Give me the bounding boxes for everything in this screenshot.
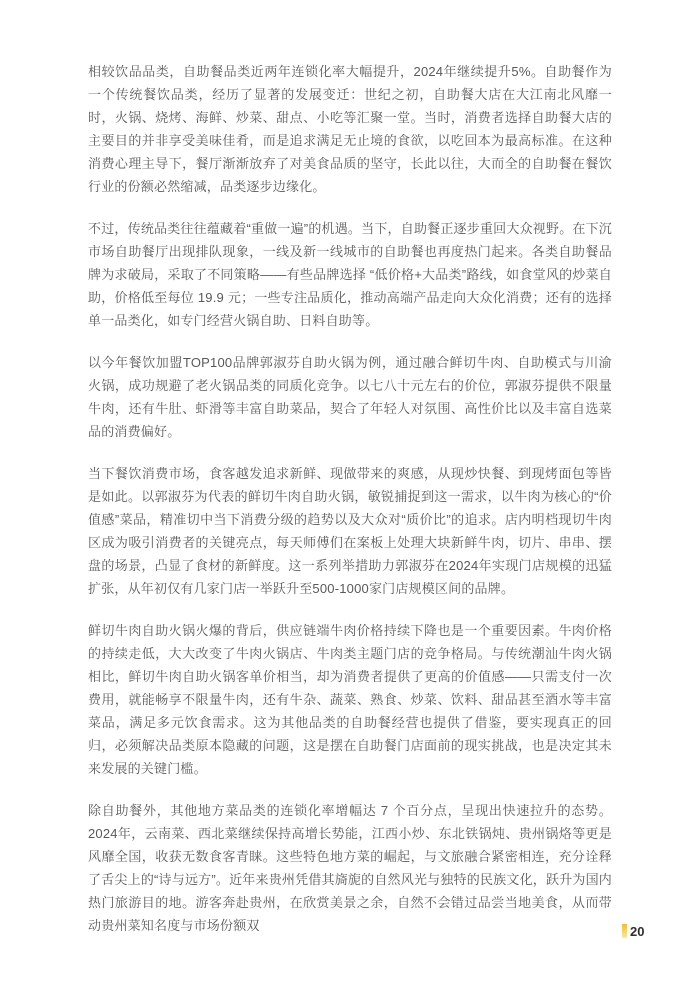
page-footer	[622, 923, 644, 939]
page-number-marker-icon	[622, 924, 627, 938]
paragraph-3: 以今年餐饮加盟TOP100品牌郭淑芬自助火锅为例，通过融合鲜切牛肉、自助模式与川渝火锅，成功规避了老火锅品类的同质化竞争。以七八十元左右的价位，郭淑芬提供不限量牛肉，还有牛肚、虾滑等丰富自助菜品，契合了年轻人对氛围、高性价比以及丰富自选菜品的消费偏好。	[88, 355, 612, 439]
document-body	[88, 60, 612, 956]
paragraph-2: 不过，传统品类往往蕴藏着“重做一遍”的机遇。当下，自助餐正逐步重回大众视野。在下沉市场自助餐厅出现排队现象，一线及新一线城市的自助餐也再度热门起来。各类自助餐品牌为求破局，采取了不同策略——有些品牌选择 “低价格+大品类”路线，如食堂风的炒菜自助，价格低至每位 19.9 元；一些专注品质化，推动高端产品走向大众化消费；还有的选择单一品类化，如专门经营火锅自助、日料自助等。	[88, 221, 612, 328]
paragraph-1: 相较饮品品类，自助餐品类近两年连锁化率大幅提升，2024年继续提升5%。自助餐作为一个传统餐饮品类，经历了显著的发展变迁：世纪之初，自助餐大店在大江南北风靡一时，火锅、烧烤、海鲜、炒菜、甜点、小吃等汇聚一堂。当时，消费者选择自助餐大店的主要目的并非享受美味佳肴，而是追求满足无止境的食欲，以吃回本为最高标准。在这种消费心理主导下，餐厅渐渐放弃了对美食品质的坚守，长此以往，大而全的自助餐在餐饮行业的份额必然缩减，品类逐步边缘化。	[88, 64, 612, 194]
page-number: 20	[630, 923, 645, 939]
paragraph-4: 当下餐饮消费市场，食客越发追求新鲜、现做带来的爽感，从现炒快餐、到现烤面包等皆是如此。以郭淑芬为代表的鲜切牛肉自助火锅，敏锐捕捉到这一需求，以牛肉为核心的“价值感”菜品，精准切中当下消费分级的趋势以及大众对“质价比”的追求。店内明档现切牛肉区成为吸引消费者的关键亮点，每天师傅们在案板上处理大块新鲜牛肉，切片、串串、摆盘的场景，凸显了食材的新鲜度。这一系列举措助力郭淑芬在2024年实现门店规模的迅猛扩张，从年初仅有几家门店一举跃升至500-1000家门店规模区间的品牌。	[88, 466, 612, 596]
paragraph-6: 除自助餐外，其他地方菜品类的连锁化率增幅达 7 个百分点，呈现出快速拉升的态势。2024年，云南菜、西北菜继续保持高增长势能，江西小炒、东北铁锅炖、贵州锅烙等更是风靡全国，收获无数食客青睐。这些特色地方菜的崛起，与文旅融合紧密相连，充分诠释了舌尖上的“诗与远方”。近年来贵州凭借其旖旎的自然风光与独特的民族文化，跃升为国内热门旅游目的地。游客奔赴贵州，在欣赏美景之余，自然不会错过品尝当地美食，从而带动贵州菜知名度与市场份额双	[88, 803, 612, 933]
paragraph-5: 鲜切牛肉自助火锅火爆的背后，供应链端牛肉价格持续下降也是一个重要因素。牛肉价格的持续走低，大大改变了牛肉火锅店、牛肉类主题门店的竞争格局。与传统潮汕牛肉火锅相比，鲜切牛肉自助火锅客单价相当，却为消费者提供了更高的价值感——只需支付一次费用，就能畅享不限量牛肉，还有牛杂、蔬菜、熟食、炒菜、饮料、甜品甚至酒水等丰富菜品，满足多元饮食需求。这为其他品类的自助餐经营也提供了借鉴，要实现真正的回归，必须解决品类原本隐藏的问题，这是摆在自助餐门店面前的现实挑战，也是决定其未来发展的关键门槛。	[88, 623, 612, 776]
